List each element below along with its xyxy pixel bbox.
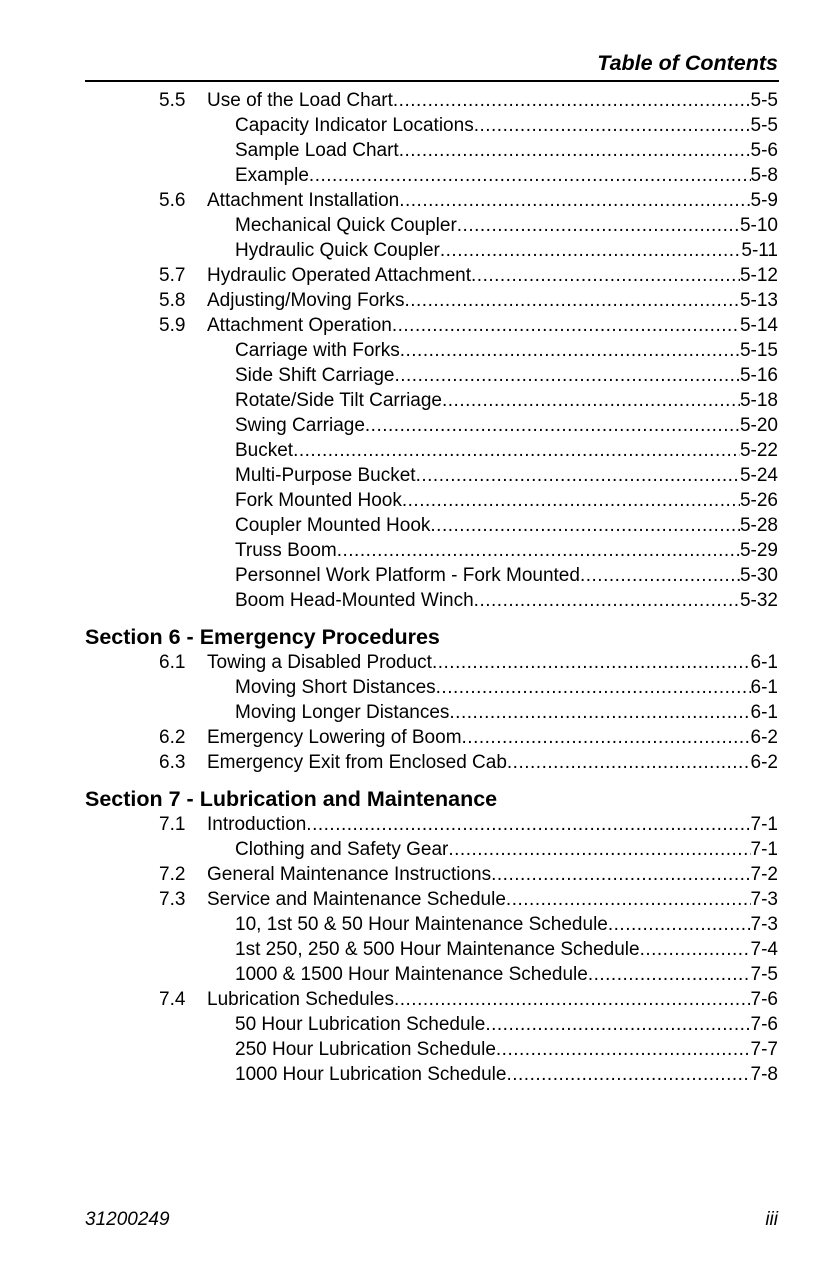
toc-entry-title: Introduction xyxy=(207,814,307,835)
dot-leader xyxy=(491,862,750,887)
dot-leader xyxy=(392,313,740,338)
toc-entry-page: 5-26 xyxy=(739,490,778,511)
toc-entry-page: 5-5 xyxy=(750,90,778,111)
toc-entry-page: 7-6 xyxy=(750,989,778,1010)
dot-leader xyxy=(394,363,740,388)
toc-entry-page: 5-20 xyxy=(739,415,778,436)
toc-entry-title: Emergency Lowering of Boom xyxy=(207,727,462,748)
toc-entry[interactable] xyxy=(85,1012,778,1037)
dot-leader xyxy=(402,488,740,513)
toc-entry-title: 1st 250, 250 & 500 Hour Maintenance Schedule xyxy=(235,939,640,960)
toc-entry-title: Carriage with Forks xyxy=(235,340,400,361)
dot-leader xyxy=(309,163,751,188)
dot-leader xyxy=(400,338,740,363)
toc-entry-title: 1000 Hour Lubrication Schedule xyxy=(235,1064,507,1085)
dot-leader xyxy=(449,700,750,725)
toc-entry-title: Example xyxy=(235,165,309,186)
document-number: 31200249 xyxy=(85,1209,170,1230)
toc-entry-number: 6.3 xyxy=(159,752,186,773)
dot-leader xyxy=(293,438,740,463)
dot-leader xyxy=(496,1037,751,1062)
toc-entry-title: 1000 & 1500 Hour Maintenance Schedule xyxy=(235,964,588,985)
toc-entry-page: 7-1 xyxy=(750,839,778,860)
toc-entry-page: 5-12 xyxy=(739,265,778,286)
toc-entry-page: 7-3 xyxy=(750,889,778,910)
dot-leader xyxy=(404,288,740,313)
toc-entry[interactable] xyxy=(85,937,778,962)
toc-entry-page: 5-6 xyxy=(750,140,778,161)
toc-entry-title: Swing Carriage xyxy=(235,415,365,436)
toc-entry-number: 7.3 xyxy=(159,889,186,910)
toc-entry[interactable] xyxy=(85,413,778,438)
dot-leader xyxy=(580,563,740,588)
dot-leader xyxy=(436,675,751,700)
toc-entry-page: 5-16 xyxy=(739,365,778,386)
toc-entry-title: Lubrication Schedules xyxy=(207,989,394,1010)
toc-entry-title: General Maintenance Instructions xyxy=(207,864,492,885)
page-number: iii xyxy=(765,1209,778,1230)
toc-entry[interactable] xyxy=(85,338,778,363)
toc-entry[interactable] xyxy=(85,725,778,750)
table-of-contents xyxy=(85,88,778,1087)
toc-entry-page: 5-29 xyxy=(739,540,778,561)
toc-entry-title: Hydraulic Operated Attachment xyxy=(207,265,472,286)
toc-entry-page: 7-4 xyxy=(750,939,778,960)
toc-entry-number: 5.5 xyxy=(159,90,186,111)
toc-entry-page: 5-24 xyxy=(739,465,778,486)
header-divider xyxy=(85,80,779,82)
toc-entry[interactable] xyxy=(85,438,778,463)
dot-leader xyxy=(394,987,751,1012)
toc-entry-number: 7.2 xyxy=(159,864,186,885)
dot-leader xyxy=(608,912,751,937)
dot-leader xyxy=(399,188,750,213)
toc-entry-page: 5-22 xyxy=(739,440,778,461)
toc-entry-title: Clothing and Safety Gear xyxy=(235,839,449,860)
toc-entry-title: Coupler Mounted Hook xyxy=(235,515,431,536)
toc-entry-number: 5.8 xyxy=(159,290,186,311)
toc-entry[interactable] xyxy=(85,563,778,588)
toc-entry-number: 6.2 xyxy=(159,727,186,748)
toc-entry-page: 7-7 xyxy=(750,1039,778,1060)
toc-entry-page: 6-1 xyxy=(750,702,778,723)
toc-entry[interactable] xyxy=(85,163,778,188)
toc-entry-page: 5-9 xyxy=(750,190,778,211)
toc-entry-title: Adjusting/Moving Forks xyxy=(207,290,405,311)
toc-entry[interactable] xyxy=(85,862,778,887)
toc-entry-title: Emergency Exit from Enclosed Cab xyxy=(207,752,507,773)
toc-entry-page: 7-3 xyxy=(750,914,778,935)
toc-entry-page: 5-5 xyxy=(750,115,778,136)
toc-entry[interactable] xyxy=(85,1037,778,1062)
toc-entry-page: 7-8 xyxy=(750,1064,778,1085)
dot-leader xyxy=(471,263,740,288)
section-heading: Section 6 - Emergency Procedures xyxy=(85,625,440,649)
toc-entry-page: 7-6 xyxy=(750,1014,778,1035)
dot-leader xyxy=(588,962,751,987)
toc-entry-page: 5-13 xyxy=(739,290,778,311)
toc-entry[interactable] xyxy=(85,138,778,163)
toc-entry-page: 5-15 xyxy=(739,340,778,361)
toc-entry-title: Side Shift Carriage xyxy=(235,365,395,386)
toc-entry-title: Moving Longer Distances xyxy=(235,702,450,723)
toc-entry-title: Attachment Installation xyxy=(207,190,400,211)
toc-entry-title: Rotate/Side Tilt Carriage xyxy=(235,390,442,411)
dot-leader xyxy=(506,887,751,912)
toc-entry[interactable] xyxy=(85,588,778,613)
toc-entry-page: 5-14 xyxy=(739,315,778,336)
toc-entry-page: 5-18 xyxy=(739,390,778,411)
toc-entry[interactable] xyxy=(85,812,778,837)
dot-leader xyxy=(474,588,740,613)
dot-leader xyxy=(337,538,740,563)
section-heading: Section 7 - Lubrication and Maintenance xyxy=(85,787,498,811)
toc-entry-title: Multi-Purpose Bucket xyxy=(235,465,416,486)
toc-entry-page: 6-2 xyxy=(750,727,778,748)
toc-entry-number: 7.1 xyxy=(159,814,186,835)
dot-leader xyxy=(457,213,740,238)
toc-entry-page: 5-10 xyxy=(739,215,778,236)
toc-entry[interactable] xyxy=(85,887,778,912)
toc-entry-page: 5-28 xyxy=(739,515,778,536)
toc-entry-title: Moving Short Distances xyxy=(235,677,436,698)
toc-entry-title: Service and Maintenance Schedule xyxy=(207,889,506,910)
dot-leader xyxy=(440,238,742,263)
toc-entry-number: 7.4 xyxy=(159,989,186,1010)
toc-entry[interactable] xyxy=(85,388,778,413)
dot-leader xyxy=(393,88,751,113)
toc-entry-title: Use of the Load Chart xyxy=(207,90,393,111)
toc-entry-title: Mechanical Quick Coupler xyxy=(235,215,457,236)
toc-entry-title: 50 Hour Lubrication Schedule xyxy=(235,1014,486,1035)
dot-leader xyxy=(474,113,751,138)
toc-entry[interactable] xyxy=(85,488,778,513)
toc-entry-title: Fork Mounted Hook xyxy=(235,490,402,511)
toc-entry-number: 6.1 xyxy=(159,652,186,673)
toc-entry-page: 5-8 xyxy=(750,165,778,186)
toc-entry[interactable] xyxy=(85,513,778,538)
toc-entry-page: 5-32 xyxy=(739,590,778,611)
toc-entry[interactable] xyxy=(85,675,778,700)
toc-entry-page: 6-1 xyxy=(750,652,778,673)
toc-entry-number: 5.6 xyxy=(159,190,186,211)
toc-entry-page: 7-2 xyxy=(750,864,778,885)
toc-entry-title: 250 Hour Lubrication Schedule xyxy=(235,1039,496,1060)
dot-leader xyxy=(507,750,751,775)
dot-leader xyxy=(365,413,740,438)
toc-entry[interactable] xyxy=(85,463,778,488)
toc-entry-title: Boom Head-Mounted Winch xyxy=(235,590,474,611)
dot-leader xyxy=(640,937,751,962)
toc-entry-title: Towing a Disabled Product xyxy=(207,652,432,673)
toc-entry[interactable] xyxy=(85,962,778,987)
toc-entry-title: Truss Boom xyxy=(235,540,337,561)
toc-entry[interactable] xyxy=(85,650,778,675)
dot-leader xyxy=(432,650,751,675)
toc-entry-title: Bucket xyxy=(235,440,294,461)
dot-leader xyxy=(506,1062,750,1087)
toc-entry[interactable] xyxy=(85,288,778,313)
toc-entry-number: 5.9 xyxy=(159,315,186,336)
toc-entry[interactable] xyxy=(85,213,778,238)
toc-entry-page: 7-1 xyxy=(750,814,778,835)
toc-entry-page: 5-11 xyxy=(741,240,778,261)
toc-entry[interactable] xyxy=(85,700,778,725)
page-header-title: Table of Contents xyxy=(597,51,778,75)
toc-entry-page: 6-2 xyxy=(750,752,778,773)
toc-entry[interactable] xyxy=(85,263,778,288)
toc-entry-title: Capacity Indicator Locations xyxy=(235,115,474,136)
dot-leader xyxy=(462,725,751,750)
toc-entry[interactable] xyxy=(85,238,778,263)
toc-entry-number: 5.7 xyxy=(159,265,186,286)
toc-entry[interactable] xyxy=(85,912,778,937)
toc-entry[interactable] xyxy=(85,987,778,1012)
toc-entry-title: Attachment Operation xyxy=(207,315,392,336)
toc-entry[interactable] xyxy=(85,1062,778,1087)
dot-leader xyxy=(485,1012,750,1037)
toc-entry-title: Personnel Work Platform - Fork Mounted xyxy=(235,565,580,586)
toc-entry[interactable] xyxy=(85,113,778,138)
toc-entry[interactable] xyxy=(85,538,778,563)
toc-entry[interactable] xyxy=(85,188,778,213)
dot-leader xyxy=(416,463,740,488)
toc-entry[interactable] xyxy=(85,837,778,862)
toc-entry-page: 7-5 xyxy=(750,964,778,985)
dot-leader xyxy=(306,812,750,837)
dot-leader xyxy=(430,513,740,538)
toc-entry-page: 5-30 xyxy=(739,565,778,586)
toc-entry-title: 10, 1st 50 & 50 Hour Maintenance Schedule xyxy=(235,914,608,935)
toc-entry[interactable] xyxy=(85,363,778,388)
toc-entry[interactable] xyxy=(85,88,778,113)
dot-leader xyxy=(448,837,750,862)
toc-entry-title: Sample Load Chart xyxy=(235,140,399,161)
toc-entry[interactable] xyxy=(85,750,778,775)
dot-leader xyxy=(442,388,740,413)
toc-entry[interactable] xyxy=(85,313,778,338)
toc-entry-title: Hydraulic Quick Coupler xyxy=(235,240,440,261)
toc-entry-page: 6-1 xyxy=(750,677,778,698)
dot-leader xyxy=(399,138,751,163)
